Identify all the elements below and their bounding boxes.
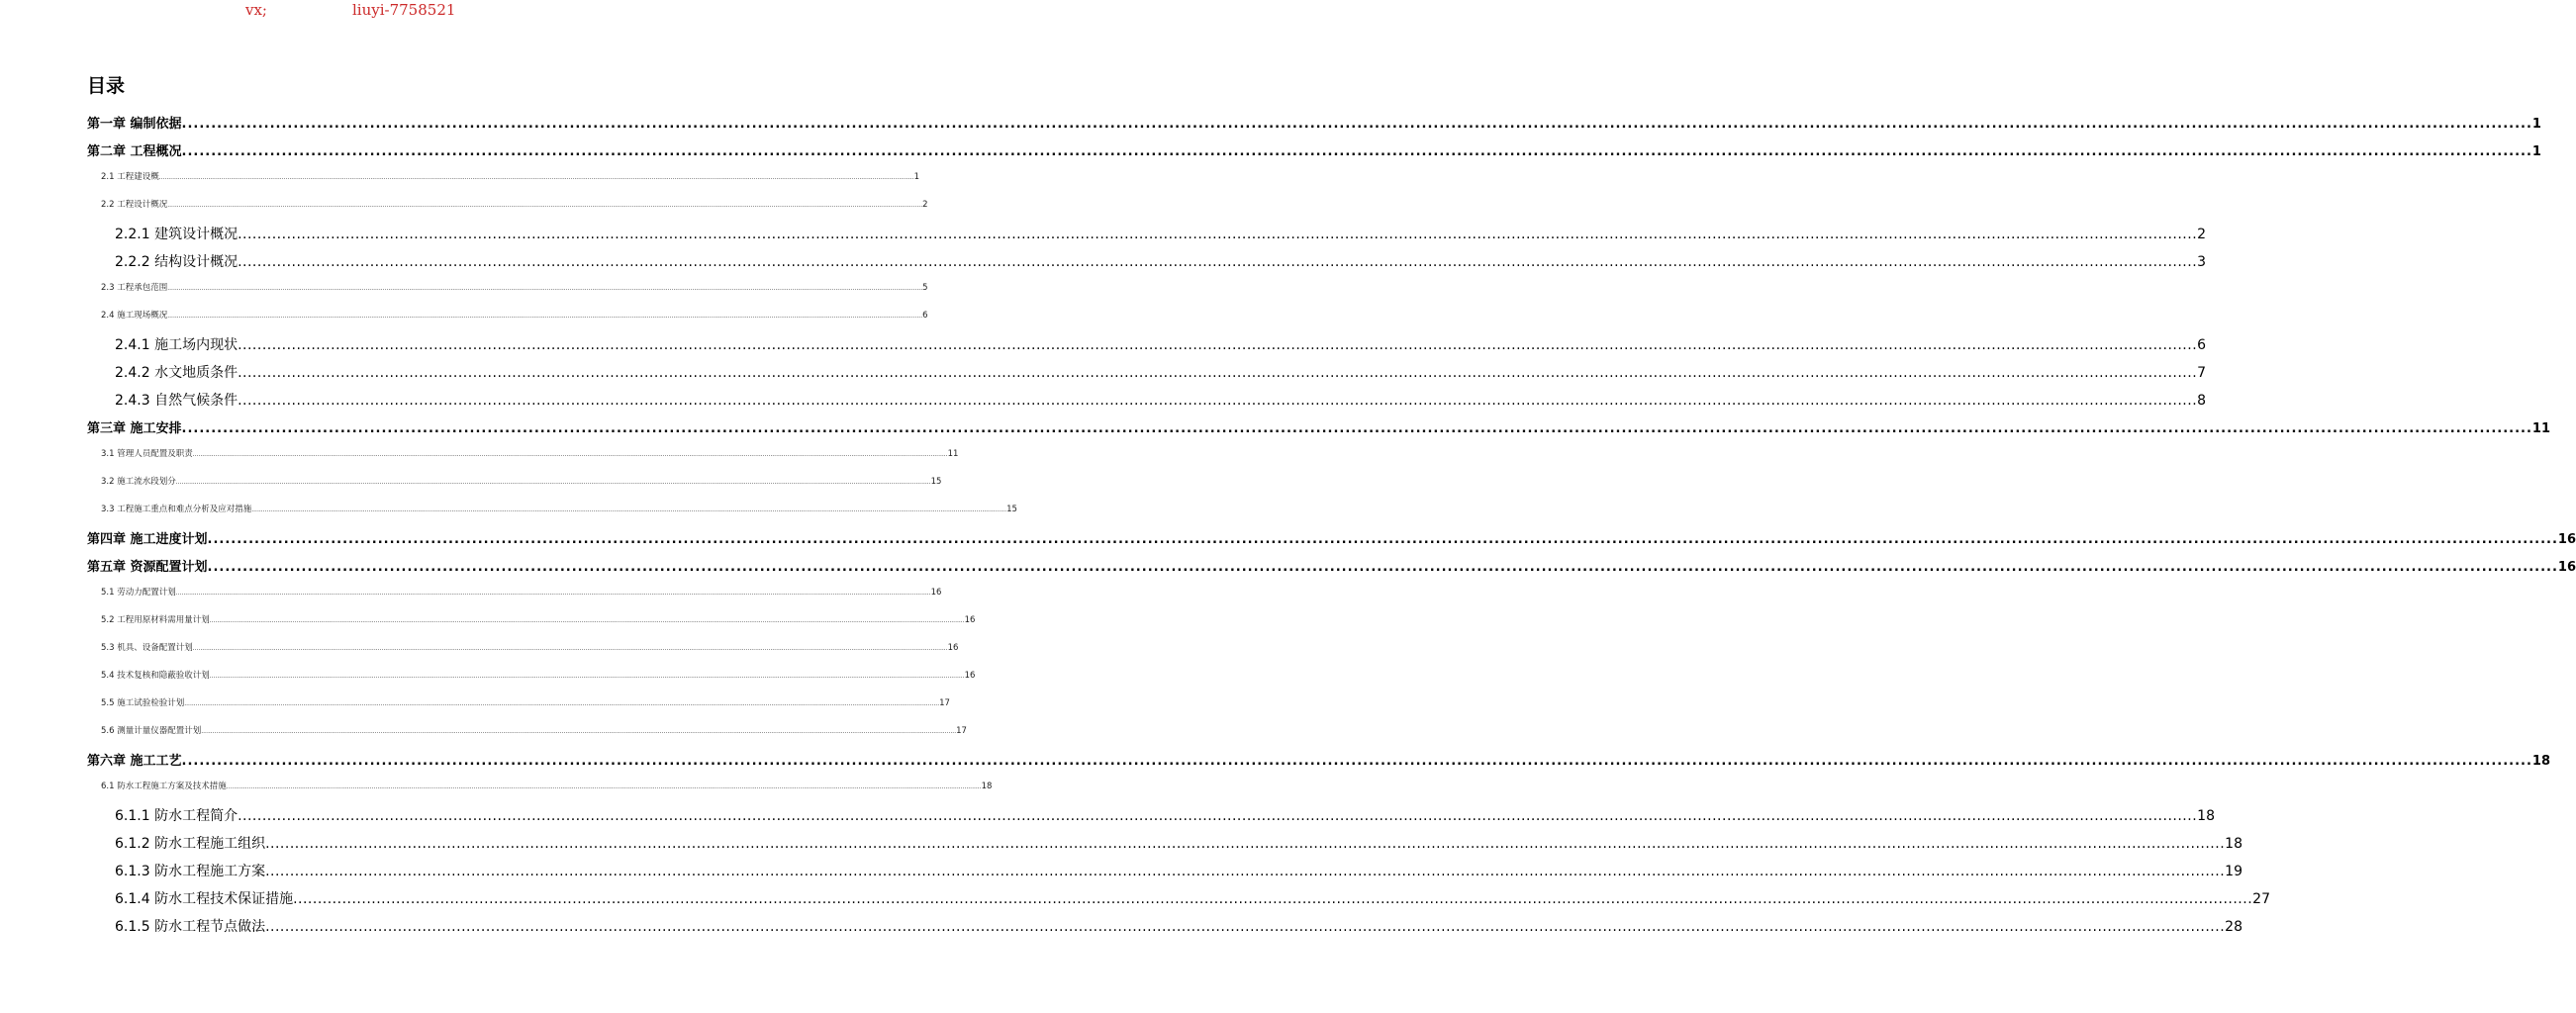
- toc-entry-label: 5.4 技术复核和隐蔽验收计划: [101, 671, 210, 681]
- toc-leader-dots: ................................................................................................................................................................................................................................................................................................................................................................................................................: [201, 728, 957, 735]
- toc-entry-label: 第三章 施工安排: [87, 421, 182, 436]
- toc-entry-page-number: 6: [922, 311, 928, 321]
- toc-entry-page-number: 18: [2225, 836, 2242, 852]
- toc-entry-level-3[interactable]: [115, 805, 2215, 825]
- toc-leader-dots: ................................................................................................................................................................................................................................................................................................................................................................................................................: [238, 337, 2198, 353]
- toc-entry-level-3[interactable]: [115, 334, 2207, 354]
- toc-entry-page-number: 28: [2225, 919, 2242, 935]
- toc-entry-page-number: 16: [947, 643, 959, 653]
- toc-entry-label: 第六章 施工工艺: [87, 754, 182, 769]
- toc-leader-dots: ................................................................................................................................................................................................................................................................................................................................................................................................................: [226, 783, 982, 790]
- toc-entry-page-number: 1: [2531, 117, 2541, 132]
- toc-entry-page-number: 2: [2197, 227, 2207, 242]
- toc-leader-dots: ................................................................................................................................................................................................................................................................................................................................................................................................................: [207, 560, 2558, 575]
- toc-entry-page-number: 2: [922, 200, 928, 210]
- toc-leader-dots: ................................................................................................................................................................................................................................................................................................................................................................................................................: [251, 506, 1007, 513]
- toc-entry-label: 6.1.2 防水工程施工组织: [115, 836, 266, 852]
- toc-entry-level-1[interactable]: [87, 113, 2541, 133]
- toc-leader-dots: ................................................................................................................................................................................................................................................................................................................................................................................................................: [181, 144, 2532, 159]
- toc-leader-dots: ................................................................................................................................................................................................................................................................................................................................................................................................................: [238, 227, 2198, 242]
- watermark-right-text: liuyi-7758521: [352, 1, 456, 19]
- toc-entry-label: 6.1.4 防水工程技术保证措施: [115, 891, 294, 907]
- toc-entry-page-number: 15: [1006, 505, 1017, 514]
- toc-leader-dots: ................................................................................................................................................................................................................................................................................................................................................................................................................: [175, 590, 931, 597]
- toc-leader-dots: ................................................................................................................................................................................................................................................................................................................................................................................................................: [265, 919, 2226, 935]
- toc-entry-level-2[interactable]: [101, 503, 1017, 515]
- toc-leader-dots: ................................................................................................................................................................................................................................................................................................................................................................................................................: [181, 754, 2532, 769]
- toc-entry-page-number: 1: [2531, 144, 2541, 159]
- toc-entry-level-2[interactable]: [101, 724, 967, 737]
- toc-entry-level-3[interactable]: [115, 362, 2207, 382]
- toc-entry-label: 2.4 施工现场概况: [101, 311, 168, 321]
- toc-entry-level-1[interactable]: [87, 556, 2576, 576]
- toc-entry-page-number: 1: [913, 172, 920, 182]
- toc-entry-page-number: 18: [2197, 808, 2215, 824]
- toc-entry-level-2[interactable]: [101, 780, 993, 792]
- toc-entry-level-2[interactable]: [101, 586, 942, 599]
- toc-entry-label: 2.2.1 建筑设计概况: [115, 227, 239, 242]
- toc-leader-dots: ................................................................................................................................................................................................................................................................................................................................................................................................................: [265, 836, 2226, 852]
- toc-entry-label: 6.1.5 防水工程节点做法: [115, 919, 266, 935]
- toc-entry-level-2[interactable]: [101, 669, 976, 682]
- toc-entry-level-3[interactable]: [115, 390, 2207, 410]
- toc-entry-page-number: 18: [2531, 754, 2551, 769]
- toc-entry-level-3[interactable]: [115, 251, 2207, 271]
- toc-leader-dots: ................................................................................................................................................................................................................................................................................................................................................................................................................: [181, 117, 2532, 132]
- toc-entry-label: 3.3 工程施工重点和难点分析及应对措施: [101, 505, 252, 514]
- watermark-left-text: vx;: [245, 1, 267, 19]
- toc-entry-page-number: 8: [2197, 393, 2207, 409]
- toc-entry-label: 3.1 管理人员配置及职责: [101, 449, 193, 459]
- toc-entry-page-number: 16: [2557, 532, 2576, 547]
- toc-entry-label: 2.4.2 水文地质条件: [115, 365, 239, 381]
- toc-entry-label: 2.2 工程设计概况: [101, 200, 168, 210]
- toc-entry-level-2[interactable]: [101, 696, 950, 709]
- toc-entry-page-number: 16: [964, 671, 976, 681]
- toc-entry-label: 2.3 工程承包范围: [101, 283, 168, 293]
- toc-entry-page-number: 3: [2197, 254, 2207, 270]
- toc-entry-label: 5.3 机具、设备配置计划: [101, 643, 193, 653]
- toc-leader-dots: ................................................................................................................................................................................................................................................................................................................................................................................................................: [192, 645, 948, 652]
- toc-entry-level-3[interactable]: [115, 224, 2207, 243]
- toc-entry-label: 2.1 工程建设概: [101, 172, 159, 182]
- toc-leader-dots: ................................................................................................................................................................................................................................................................................................................................................................................................................: [238, 808, 2198, 824]
- toc-entry-label: 3.2 施工流水段划分: [101, 477, 176, 487]
- toc-leader-dots: ................................................................................................................................................................................................................................................................................................................................................................................................................: [265, 864, 2226, 879]
- toc-entry-level-2[interactable]: [101, 641, 959, 654]
- toc-entry-page-number: 17: [956, 726, 967, 736]
- toc-leader-dots: ................................................................................................................................................................................................................................................................................................................................................................................................................: [167, 313, 923, 320]
- toc-entry-label: 5.1 劳动力配置计划: [101, 588, 176, 598]
- toc-entry-label: 2.4.3 自然气候条件: [115, 393, 239, 409]
- toc-leader-dots: ................................................................................................................................................................................................................................................................................................................................................................................................................: [207, 532, 2558, 547]
- toc-entry-level-2[interactable]: [101, 170, 920, 183]
- toc-entry-page-number: 16: [964, 615, 976, 625]
- toc-entry-label: 6.1.1 防水工程简介: [115, 808, 239, 824]
- toc-entry-label: 5.5 施工试验检验计划: [101, 698, 185, 708]
- toc-leader-dots: ................................................................................................................................................................................................................................................................................................................................................................................................................: [175, 479, 931, 486]
- toc-entry-level-2[interactable]: [101, 447, 959, 460]
- toc-entry-page-number: 17: [939, 698, 950, 708]
- toc-entry-label: 2.4.1 施工场内现状: [115, 337, 239, 353]
- toc-entry-level-1[interactable]: [87, 528, 2576, 548]
- toc-leader-dots: ................................................................................................................................................................................................................................................................................................................................................................................................................: [238, 254, 2198, 270]
- toc-leader-dots: ................................................................................................................................................................................................................................................................................................................................................................................................................: [167, 285, 923, 292]
- toc-leader-dots: ................................................................................................................................................................................................................................................................................................................................................................................................................: [192, 451, 948, 458]
- toc-entry-label: 第四章 施工进度计划: [87, 532, 208, 547]
- toc-entry-level-2[interactable]: [101, 613, 976, 626]
- toc-entry-label: 第二章 工程概况: [87, 144, 182, 159]
- toc-leader-dots: ................................................................................................................................................................................................................................................................................................................................................................................................................: [209, 617, 965, 624]
- toc-leader-dots: ................................................................................................................................................................................................................................................................................................................................................................................................................: [184, 700, 940, 707]
- toc-entry-page-number: 18: [981, 782, 993, 791]
- toc-entry-level-1[interactable]: [87, 140, 2541, 160]
- toc-entry-level-2[interactable]: [101, 281, 928, 294]
- toc-entry-level-3[interactable]: [115, 888, 2270, 908]
- toc-entry-page-number: 6: [2197, 337, 2207, 353]
- toc-entry-label: 6.1.3 防水工程施工方案: [115, 864, 266, 879]
- toc-entry-label: 第一章 编制依据: [87, 117, 182, 132]
- toc-entry-page-number: 11: [2531, 421, 2551, 436]
- toc-entry-level-2[interactable]: [101, 309, 928, 322]
- toc-entry-label: 5.6 测量计量仪器配置计划: [101, 726, 202, 736]
- toc-entry-level-3[interactable]: [115, 861, 2242, 880]
- toc-entry-level-3[interactable]: [115, 916, 2242, 936]
- toc-entry-label: 第五章 资源配置计划: [87, 560, 208, 575]
- toc-entry-level-2[interactable]: [101, 475, 942, 488]
- toc-entry-label: 2.2.2 结构设计概况: [115, 254, 239, 270]
- toc-entry-page-number: 19: [2225, 864, 2242, 879]
- toc-leader-dots: ................................................................................................................................................................................................................................................................................................................................................................................................................: [158, 174, 914, 181]
- toc-entry-page-number: 16: [2557, 560, 2576, 575]
- toc-entry-page-number: 16: [930, 588, 942, 598]
- toc-entry-level-1[interactable]: [87, 417, 2551, 437]
- toc-entry-page-number: 27: [2252, 891, 2270, 907]
- toc-leader-dots: ................................................................................................................................................................................................................................................................................................................................................................................................................: [181, 421, 2532, 436]
- toc-leader-dots: ................................................................................................................................................................................................................................................................................................................................................................................................................: [238, 365, 2198, 381]
- toc-entry-level-1[interactable]: [87, 750, 2551, 770]
- toc-leader-dots: ................................................................................................................................................................................................................................................................................................................................................................................................................: [293, 891, 2253, 907]
- toc-entry-label: 5.2 工程用原材料需用量计划: [101, 615, 210, 625]
- toc-entry-page-number: 7: [2197, 365, 2207, 381]
- toc-entry-level-2[interactable]: [101, 198, 928, 211]
- toc-leader-dots: ................................................................................................................................................................................................................................................................................................................................................................................................................: [209, 673, 965, 680]
- page-title: 目录: [87, 75, 126, 97]
- toc-entry-page-number: 15: [930, 477, 942, 487]
- toc-entry-label: 6.1 防水工程施工方案及技术措施: [101, 782, 227, 791]
- toc-leader-dots: ................................................................................................................................................................................................................................................................................................................................................................................................................: [167, 202, 923, 209]
- toc-entry-page-number: 11: [947, 449, 959, 459]
- toc-entry-page-number: 5: [922, 283, 928, 293]
- toc-entry-level-3[interactable]: [115, 833, 2242, 853]
- toc-leader-dots: ................................................................................................................................................................................................................................................................................................................................................................................................................: [238, 393, 2198, 409]
